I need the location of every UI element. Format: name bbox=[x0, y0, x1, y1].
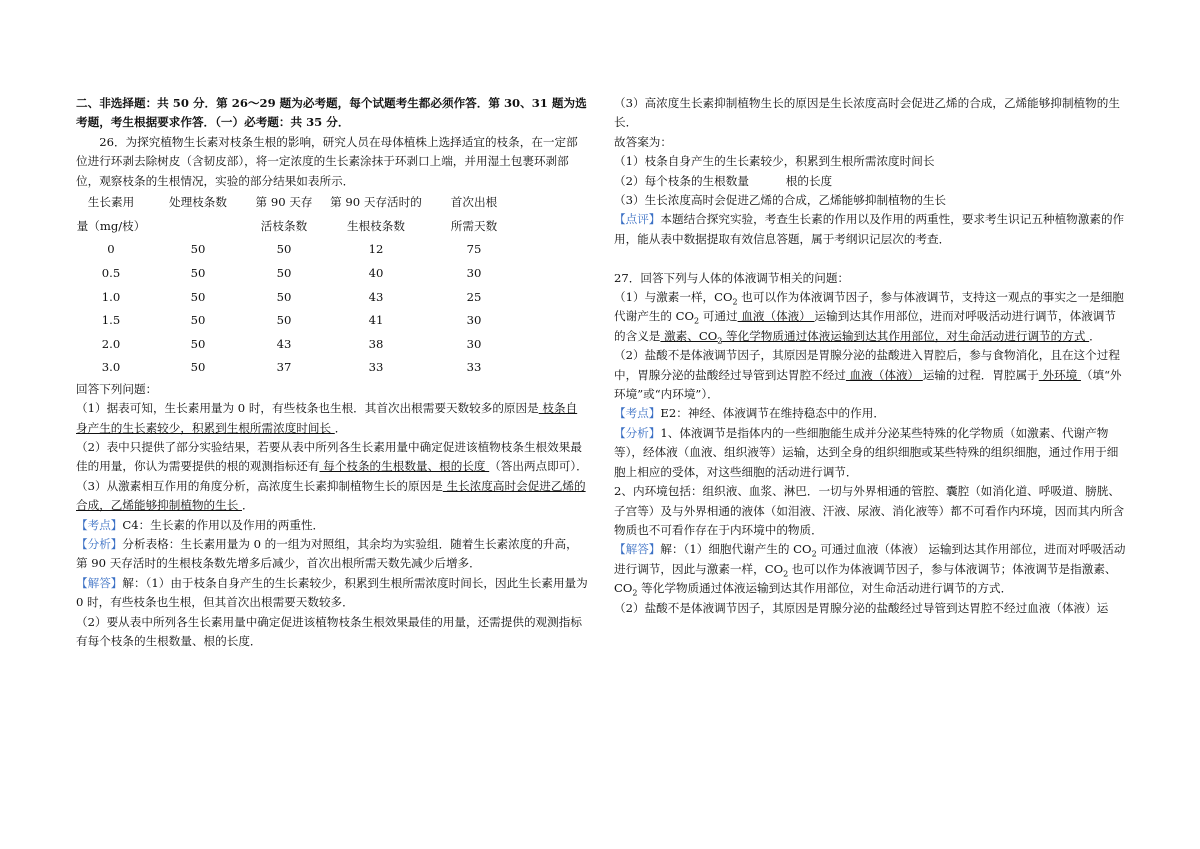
q27-1-answer-1: 血液（体液） bbox=[737, 309, 815, 324]
q27-1-end: ． bbox=[1089, 328, 1101, 343]
table-header-cell: 活枝条数 bbox=[260, 218, 308, 233]
fenxi-tag: 【分析】 bbox=[614, 425, 661, 440]
table-cell: 0 bbox=[107, 242, 115, 257]
q27-intro: 27．回答下列与人体的体液调节相关的问题： bbox=[614, 270, 850, 285]
q27-part1 bbox=[614, 288, 1126, 346]
table-cell: 1.5 bbox=[101, 313, 121, 328]
kaodian-text: C4：生长素的作用以及作用的两重性． bbox=[122, 517, 325, 532]
left-column bbox=[76, 94, 588, 651]
table-cell: 37 bbox=[276, 360, 292, 375]
q27-2-text-c: （填“外环境”或“内环境”）． bbox=[614, 367, 1122, 402]
table-cell: 2.0 bbox=[101, 336, 121, 351]
table-cell: 3.0 bbox=[101, 360, 121, 375]
spacer bbox=[614, 249, 1126, 268]
table-header-cell: 生根枝条数 bbox=[347, 218, 405, 233]
subscript: 2 bbox=[694, 316, 700, 326]
q26-intro: 26．为探究植物生长素对枝条生根的影响，研究人员在母体植株上选择适宜的枝条，在一定部位进行环剥去除树皮（含韧皮部），将一定浓度的生长素涂抹于环剥口上端，并用湿土包裹环剥部位，观察枝条的生根情况，实验的部分结果如表所示． bbox=[76, 134, 578, 188]
jieda-tag: 【解答】 bbox=[614, 542, 661, 557]
kaodian-para bbox=[76, 516, 588, 535]
fenxi-tag: 【分析】 bbox=[76, 537, 123, 552]
kaodian-text: E2：神经、体液调节在维持稳态中的作用． bbox=[660, 406, 885, 421]
jieda-para-3: （3）高浓度生长素抑制植物生长的原因是生长浓度高时会促进乙烯的合成，乙烯能够抑制植物的生长． bbox=[614, 96, 1120, 130]
table-cell: 12 bbox=[368, 242, 384, 257]
table-header-cell bbox=[146, 215, 250, 239]
q2-text: （2）表中只提供了部分实验结果，若要从表中所列各生长素用量中确定促进该植物枝条生根效果最佳的用量，你认为需要提供的根的观测指标还有 bbox=[76, 440, 582, 474]
jieda-tag: 【解答】 bbox=[76, 575, 123, 590]
fenxi-para bbox=[76, 535, 588, 574]
jieda-para bbox=[76, 574, 588, 613]
q27-1-answer-2 bbox=[660, 328, 1090, 346]
subscript: 2 bbox=[783, 569, 789, 579]
table-cell: 30 bbox=[466, 336, 482, 351]
q1-text: （1）据表可知，生长素用量为 0 时，有些枝条也生根．其首次出根需要天数较多的原因是 bbox=[76, 401, 539, 416]
table-header-cell: 第 90 天存活时的 bbox=[330, 195, 422, 210]
jieda-text-1: 解：（1）由于枝条自身产生的生长素较少，积累到生根所需浓度时间长，因此生长素用量为 0 时，有些枝条也生根，但其首次出根需要天数较多． bbox=[76, 575, 588, 610]
table-cell: 40 bbox=[368, 265, 384, 280]
dianping-text: 本题结合探究实验，考查生长素的作用以及作用的两重性，要求考生识记五种植物激素的作用，能从表中数据提取有效信息答题，属于考纲识记层次的考查． bbox=[614, 212, 1125, 246]
table-cell: 50 bbox=[276, 265, 292, 280]
q27-1-text-b: 也可以作为体液调节因子，参与体液调节，支持这一观点的事实之一是细胞代谢产生的 CO bbox=[614, 290, 1124, 324]
kaodian-para-27 bbox=[614, 404, 1126, 423]
fenxi-text-1: 1、体液调节是指体内的一些细胞能生成并分泌某些特殊的化学物质（如激素、代谢产物等），经体液（血液、组织液等）运输，达到全身的组织细胞或某些特殊的组织细胞，通过作用于细胞上相应的受体，对这些细胞的活动进行调节． bbox=[614, 425, 1119, 479]
table-cell: 1.0 bbox=[101, 289, 121, 304]
table-row bbox=[76, 356, 514, 380]
answer-prompt: 回答下列问题： bbox=[76, 381, 158, 396]
table-cell: 75 bbox=[466, 242, 482, 257]
table-header-cell: 首次出根 bbox=[450, 195, 498, 210]
table-body bbox=[76, 238, 514, 380]
table-cell: 50 bbox=[276, 242, 292, 257]
q27-1-text-d: 运输到达其作用部位，进而对呼吸活动进行调节，体液调节的含义是 bbox=[614, 309, 1116, 343]
q2-end: （答出两点即可）． bbox=[489, 459, 588, 474]
q1-end: ． bbox=[334, 420, 347, 435]
q1-answer: 枝条自身产生的生长素较少，积累到生根所需浓度时间长 bbox=[76, 401, 578, 435]
table-row bbox=[76, 333, 514, 357]
table-cell: 50 bbox=[276, 313, 292, 328]
table-cell: 30 bbox=[466, 313, 482, 328]
q27-part2 bbox=[614, 346, 1126, 404]
table-header-cell: 生长素用 bbox=[87, 195, 135, 210]
table-cell: 50 bbox=[190, 265, 206, 280]
subscript: 2 bbox=[632, 588, 638, 598]
table-row bbox=[76, 285, 514, 309]
q27-2-answer-2: 外环境 bbox=[1038, 367, 1081, 382]
table-cell: 50 bbox=[276, 289, 292, 304]
subscript: 2 bbox=[717, 336, 723, 346]
answer-2: （2）每个枝条的生根数量 根的长度 bbox=[614, 173, 833, 188]
table-cell: 50 bbox=[190, 360, 206, 375]
table-header-row bbox=[76, 215, 514, 239]
table-cell: 33 bbox=[368, 360, 384, 375]
table-cell: 38 bbox=[368, 336, 384, 351]
jieda-27-text-c: 也可以作为体液调节因子，参与体液调节；体液调节是指激素、CO bbox=[614, 561, 1117, 596]
jieda-para-27-2: （2）盐酸不是体液调节因子，其原因是胃腺分泌的盐酸经过导管到达胃腔不经过血液（体液）运 bbox=[614, 600, 1109, 615]
jieda-27-text-b: 可通过血液（体液） 运输到达其作用部位，进而对呼吸活动进行调节，因此与激素一样，CO bbox=[614, 542, 1126, 576]
table-header-cell: 第 90 天存 bbox=[255, 195, 313, 210]
q27-2-answer-1: 血液（体液） bbox=[845, 367, 923, 382]
table-row bbox=[76, 309, 514, 333]
table-cell: 25 bbox=[466, 289, 482, 304]
answer-3: （3）生长浓度高时会促进乙烯的合成，乙烯能够抑制植物的生长 bbox=[614, 193, 947, 208]
table-row bbox=[76, 262, 514, 286]
table-header-cell: 所需天数 bbox=[450, 218, 498, 233]
table-cell: 50 bbox=[190, 336, 206, 351]
q27-2-text-b: 运输的过程．胃腔属于 bbox=[922, 367, 1039, 382]
q2-answer: 每个枝条的生根数量、根的长度 bbox=[319, 459, 490, 474]
table-header-row bbox=[76, 191, 514, 215]
answer-1: （1）枝条自身产生的生长素较少，积累到生根所需浓度时间长 bbox=[614, 154, 935, 169]
table-cell: 50 bbox=[190, 313, 206, 328]
dianping-para bbox=[614, 210, 1126, 249]
table-cell: 43 bbox=[368, 289, 384, 304]
right-column bbox=[614, 94, 1126, 618]
q27-1-answer-2b: 等化学物质通过体液运输到达其作用部位，对生命活动进行调节的方式 bbox=[726, 328, 1090, 343]
q3-text: （3）从激素相互作用的角度分析，高浓度生长素抑制植物生长的原因是 bbox=[76, 478, 443, 493]
fenxi-para-27 bbox=[614, 424, 1126, 482]
table-cell: 50 bbox=[190, 242, 206, 257]
q27-2-text-a: （2）盐酸不是体液调节因子，其原因是胃腺分泌的盐酸进入胃腔后，参与食物消化，且在这个过程中，胃腺分泌的盐酸经过导管到达胃腔不经过 bbox=[614, 348, 1120, 382]
q26-part1 bbox=[76, 399, 588, 438]
table-cell: 50 bbox=[190, 289, 206, 304]
q3-answer: 生长浓度高时会促进乙烯的合成，乙烯能够抑制植物的生长 bbox=[76, 478, 586, 513]
table-cell: 30 bbox=[466, 265, 482, 280]
q27-1-text-c: 可通过 bbox=[702, 309, 738, 324]
table-cell: 0.5 bbox=[101, 265, 121, 280]
table-cell: 43 bbox=[276, 336, 292, 351]
table-row bbox=[76, 238, 514, 262]
kaodian-tag: 【考点】 bbox=[614, 406, 661, 421]
subscript: 2 bbox=[811, 549, 817, 559]
q3-end: ． bbox=[242, 498, 254, 513]
q27-1-text-a: （1）与激素一样，CO bbox=[614, 290, 733, 305]
jieda-para-2: （2）要从表中所列各生长素用量中确定促进该植物枝条生根效果最佳的用量，还需提供的观测指标有每个枝条的生根数量、根的长度． bbox=[76, 614, 582, 649]
fenxi-text: 分析表格：生长素用量为 0 的一组为对照组，其余均为实验组．随着生长素浓度的升高，第 90 天存活时的生根枝条数先增多后减少，首次出根所需天数先减少后增多． bbox=[76, 537, 578, 571]
jieda-27-text-a: 解：（1）细胞代谢产生的 CO bbox=[660, 542, 812, 557]
q26-part2 bbox=[76, 438, 588, 477]
kaodian-tag: 【考点】 bbox=[76, 517, 123, 532]
table-cell: 33 bbox=[466, 360, 482, 375]
fenxi-para-27-2: 2、内环境包括：组织液、血浆、淋巴．一切与外界相通的管腔、囊腔（如消化道、呼吸道、膀胱、子宫等）及与外界相通的液体（如泪液、汗液、尿液、消化液等）都不可看作内环境，因而其内所含物质也不可看作存在于内环境中的物质． bbox=[614, 484, 1125, 537]
answer-label: 故答案为： bbox=[614, 134, 672, 149]
table-header-cell: 处理枝条数 bbox=[169, 195, 227, 210]
jieda-para-27 bbox=[614, 540, 1126, 598]
subscript: 2 bbox=[732, 297, 738, 307]
data-table bbox=[76, 191, 514, 380]
table-header-cell: 量（mg/枝） bbox=[76, 218, 146, 233]
q26-part3 bbox=[76, 477, 588, 516]
table-cell: 41 bbox=[368, 313, 384, 328]
dianping-tag: 【点评】 bbox=[614, 212, 661, 227]
q27-1-answer-2a: 激素、CO bbox=[660, 328, 718, 343]
section-header: 二、非选择题：共 50 分．第 26～29 题为必考题，每个试题考生都必须作答．第 30、31 题为选考题，考生根据要求作答．（一）必考题：共 35 分． bbox=[76, 96, 587, 130]
jieda-27-text-d: 等化学物质通过体液运输到达其作用部位，对生命活动进行调节的方式． bbox=[641, 581, 1013, 596]
